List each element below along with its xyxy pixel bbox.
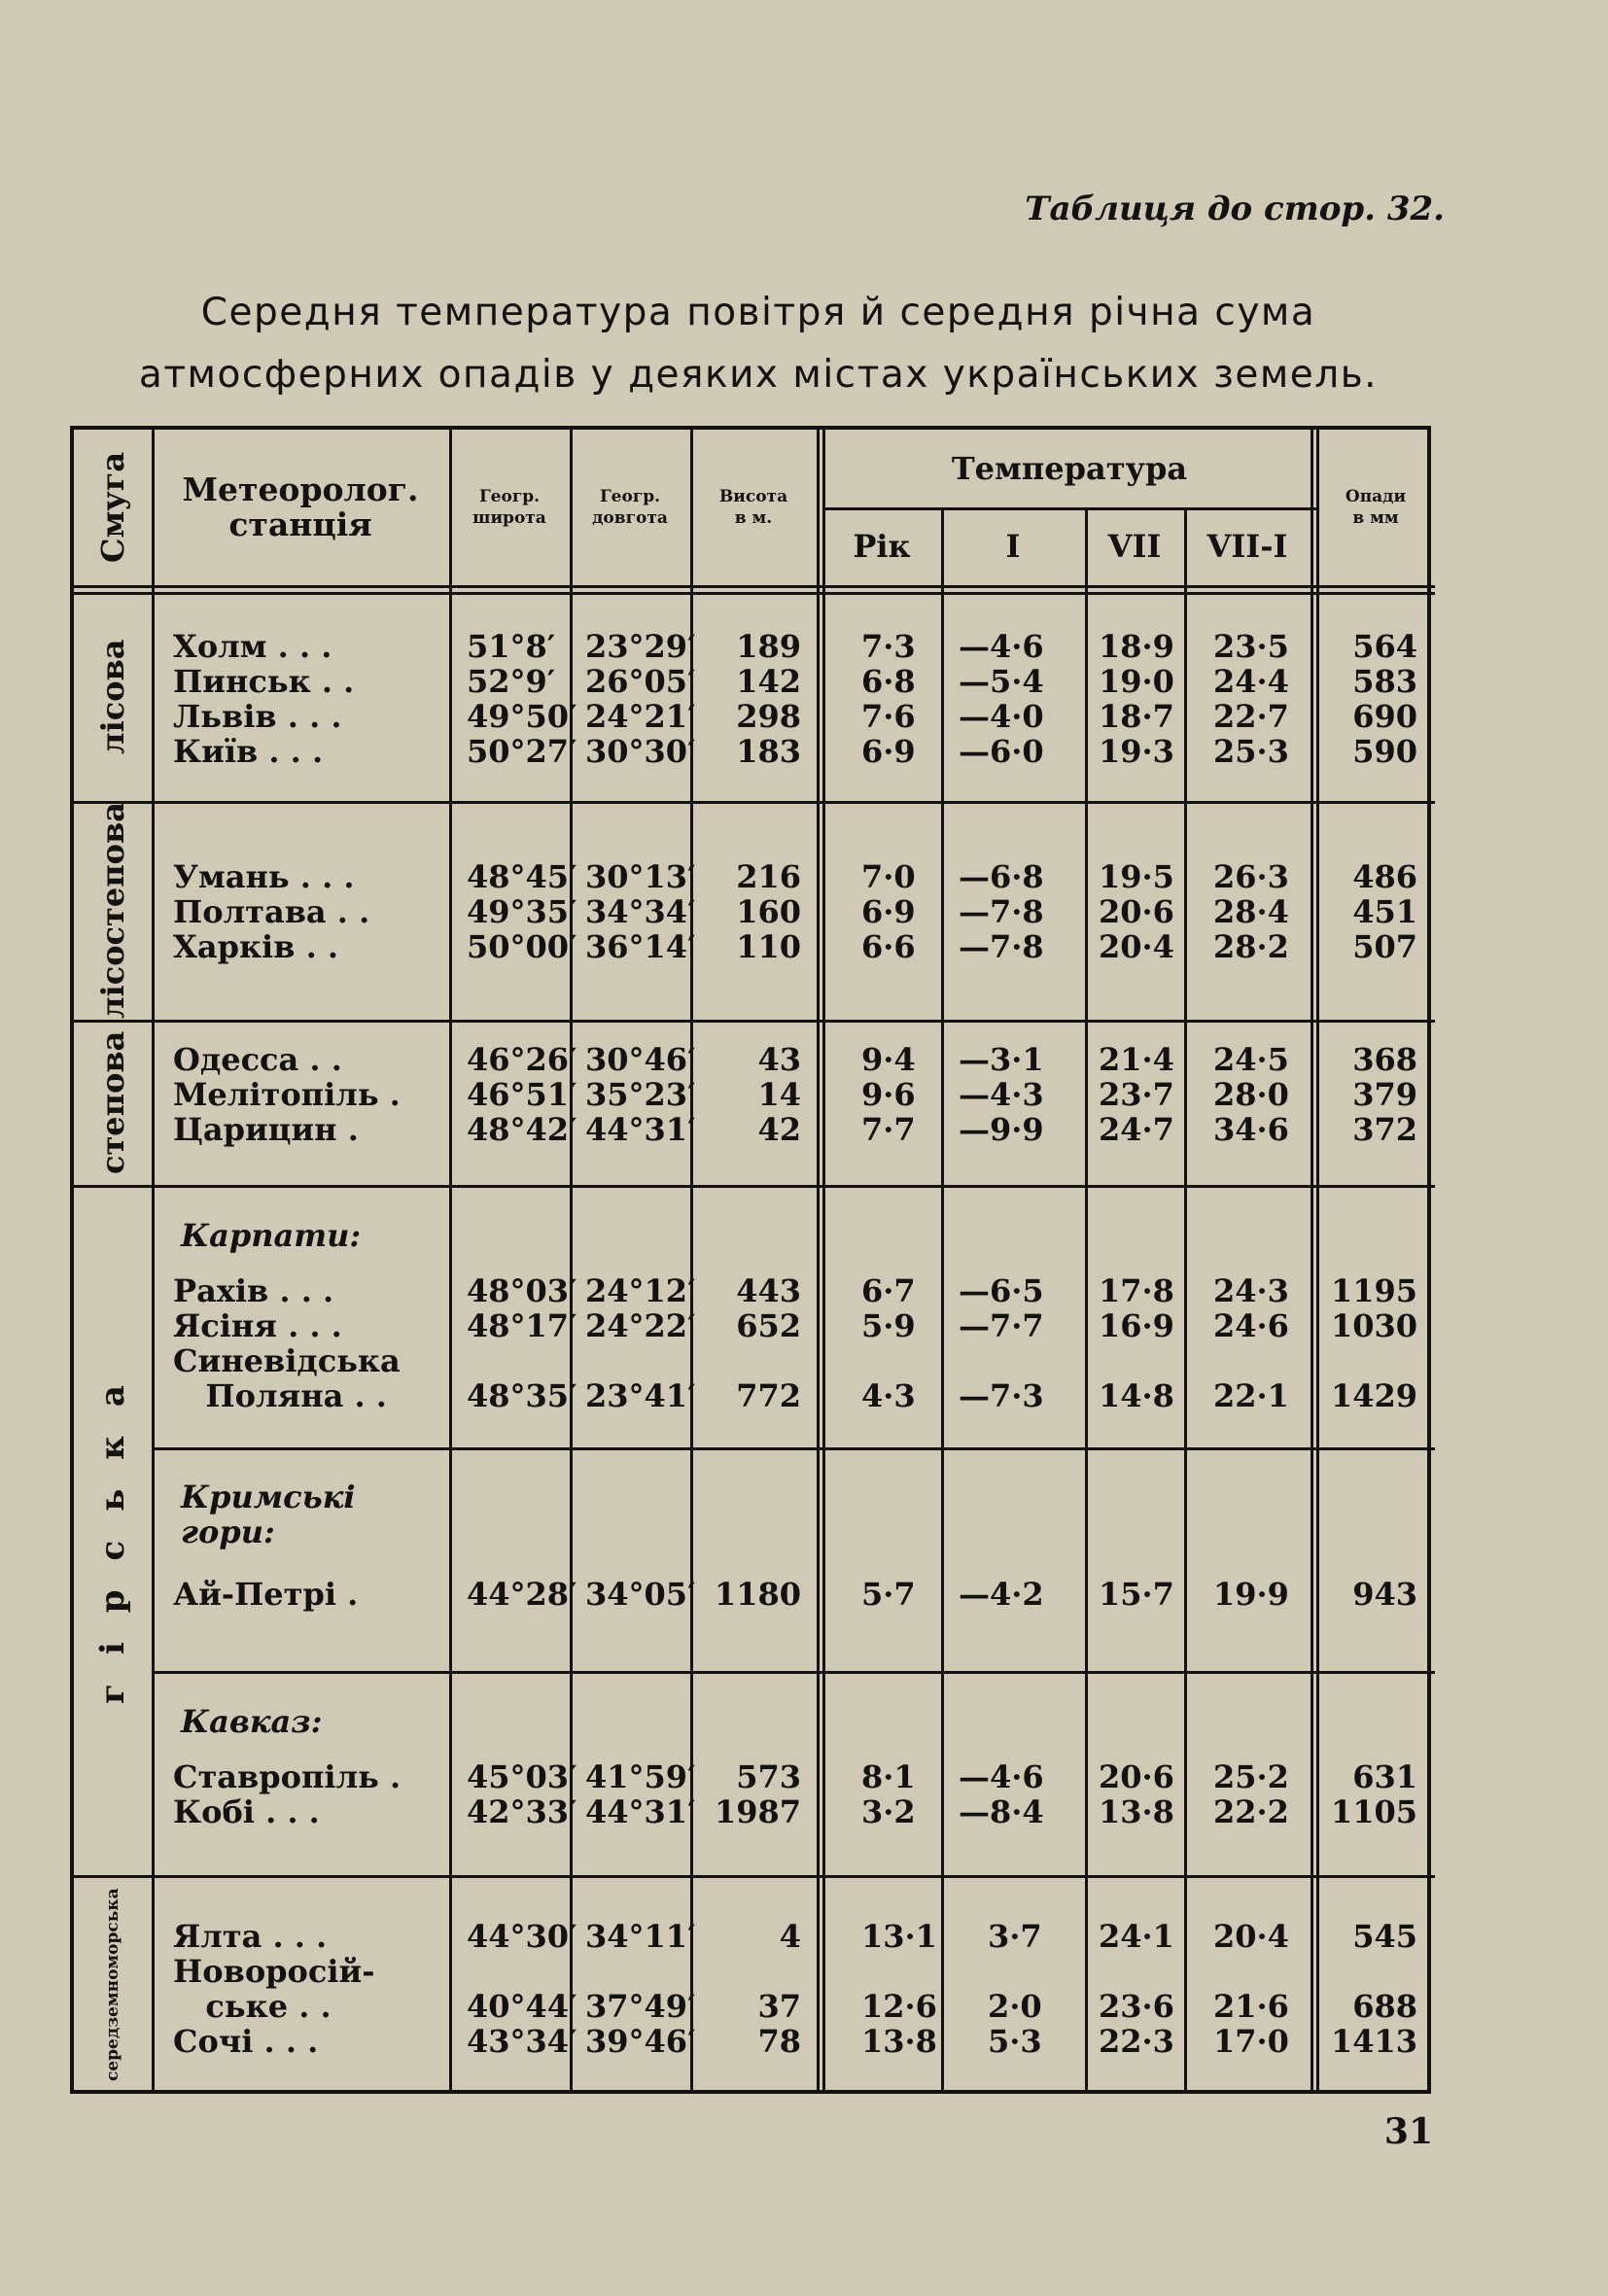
temp-january: —4·0 [959, 698, 1044, 735]
table-row [74, 629, 1435, 664]
section-rule [74, 1020, 1435, 1023]
temp-july: 18·9 [1099, 628, 1174, 665]
temp-year: 7·3 [861, 628, 916, 665]
zone-label: лісостепова [94, 802, 131, 1019]
latitude: 44°30′ [467, 1918, 577, 1955]
station-name: Ялта . . . [173, 1918, 328, 1955]
temp-january: —4·2 [959, 1576, 1044, 1613]
station-name: Синевідська [173, 1342, 401, 1379]
station-name: Новоросій- [173, 1953, 375, 1990]
temp-july: 14·8 [1099, 1377, 1174, 1414]
longitude: 34°34′ [585, 893, 696, 930]
temp-july: 19·5 [1099, 858, 1174, 895]
station-name: Полтава . . [173, 893, 370, 930]
temp-year: 7·0 [861, 858, 916, 895]
temp-january: —9·9 [959, 1111, 1044, 1148]
altitude: 4 [779, 1918, 801, 1955]
precipitation: 1429 [1330, 1377, 1417, 1414]
temp-july: 15·7 [1099, 1576, 1174, 1613]
temp-year: 6·7 [861, 1272, 916, 1309]
longitude: 39°46′ [585, 2023, 696, 2060]
temp-range: 21·6 [1213, 1988, 1289, 2025]
latitude: 48°17′ [467, 1307, 577, 1344]
altitude: 216 [736, 858, 801, 895]
temp-range: 22·7 [1213, 698, 1289, 735]
precipitation: 486 [1352, 858, 1417, 895]
temp-range: 25·2 [1213, 1758, 1289, 1795]
temp-july: 23·6 [1099, 1988, 1174, 2025]
temp-range: 34·6 [1213, 1111, 1289, 1148]
longitude: 41°59′ [585, 1758, 696, 1795]
station-name: Мелітопіль . [173, 1076, 401, 1113]
precipitation: 545 [1352, 1918, 1417, 1955]
table-row [74, 1919, 1435, 1954]
table-row [74, 1989, 1435, 2024]
table-caption: Таблиця до стор. 32. [1025, 190, 1445, 228]
temp-july: 19·0 [1099, 663, 1174, 700]
altitude: 142 [736, 663, 801, 700]
table-row [74, 1308, 1435, 1343]
station-name: Львів . . . [173, 698, 342, 735]
station-name: Царицин . [173, 1111, 359, 1148]
longitude: 35°23′ [585, 1076, 696, 1113]
precipitation: 1105 [1330, 1793, 1417, 1830]
station-name: Умань . . . [173, 858, 355, 895]
latitude: 50°27′ [467, 733, 577, 770]
temp-year: 6·9 [861, 893, 916, 930]
temp-range: 28·0 [1213, 1076, 1289, 1113]
temp-range: 17·0 [1213, 2023, 1289, 2060]
station-name: Рахів . . . [173, 1272, 334, 1309]
precipitation: 590 [1352, 733, 1417, 770]
table-row [74, 1343, 1435, 1378]
latitude: 51°8′ [467, 628, 556, 665]
temp-january: —7·8 [959, 893, 1044, 930]
table-row [74, 1954, 1435, 1989]
latitude: 48°45′ [467, 858, 577, 895]
precipitation: 1195 [1330, 1272, 1417, 1309]
longitude: 23°41′ [585, 1377, 696, 1414]
temp-year: 6·9 [861, 733, 916, 770]
table-row [74, 1759, 1435, 1794]
station-name: Київ . . . [173, 733, 324, 770]
zone-label: лісова [94, 639, 131, 754]
temp-january: 2·0 [988, 1988, 1042, 2025]
precipitation: 368 [1352, 1041, 1417, 1078]
table-row [74, 2024, 1435, 2059]
latitude: 46°26′ [467, 1041, 577, 1078]
temp-july: 20·6 [1099, 1758, 1174, 1795]
latitude: 44°28′ [467, 1576, 577, 1613]
station-name: Ай-Петрі . [173, 1576, 359, 1613]
table-row [74, 859, 1435, 894]
temp-january: —6·5 [959, 1272, 1044, 1309]
temp-range: 24·3 [1213, 1272, 1289, 1309]
header-january: I [1005, 528, 1021, 565]
latitude: 43°34′ [467, 2023, 577, 2060]
temp-july: 17·8 [1099, 1272, 1174, 1309]
altitude: 189 [736, 628, 801, 665]
altitude: 78 [757, 2023, 801, 2060]
precipitation: 1413 [1330, 2023, 1417, 2060]
temp-july: 22·3 [1099, 2023, 1174, 2060]
longitude: 24°12′ [585, 1272, 696, 1309]
temp-july: 21·4 [1099, 1041, 1174, 1078]
table-row [74, 1273, 1435, 1308]
longitude: 24°22′ [585, 1307, 696, 1344]
temp-january: —6·0 [959, 733, 1044, 770]
header-station: Метеоролог. станція [182, 470, 419, 543]
temp-january: —7·8 [959, 928, 1044, 965]
temp-january: —4·3 [959, 1076, 1044, 1113]
temp-january: —7·7 [959, 1307, 1044, 1344]
temp-year: 6·6 [861, 928, 916, 965]
station-name: Ясіня . . . [173, 1307, 342, 1344]
latitude: 52°9′ [467, 663, 556, 700]
temp-year: 9·6 [861, 1076, 916, 1113]
station-name: Одесса . . [173, 1041, 342, 1078]
altitude: 14 [757, 1076, 801, 1113]
altitude: 573 [736, 1758, 801, 1795]
temp-january: —8·4 [959, 1793, 1044, 1830]
temp-year: 7·7 [861, 1111, 916, 1148]
temp-year: 5·9 [861, 1307, 916, 1344]
group-rule [152, 1447, 1435, 1450]
latitude: 46°51′ [467, 1076, 577, 1113]
longitude: 23°29′ [585, 628, 696, 665]
station-name: Поляна . . [173, 1377, 387, 1414]
altitude: 43 [757, 1041, 801, 1078]
station-name: Ставропіль . [173, 1758, 402, 1795]
temp-july: 20·4 [1099, 928, 1174, 965]
temp-january: —4·6 [959, 628, 1044, 665]
longitude: 30°13′ [585, 858, 696, 895]
zone-label: середземноморська [103, 1888, 122, 2081]
temp-january: 3·7 [988, 1918, 1042, 1955]
header-precipitation: Опади в мм [1345, 487, 1407, 528]
header-july: VII [1107, 528, 1162, 565]
temp-range: 24·5 [1213, 1041, 1289, 1078]
temp-january: —3·1 [959, 1041, 1044, 1078]
table-row [74, 1077, 1435, 1112]
header-rule [74, 592, 1435, 595]
temp-july: 20·6 [1099, 893, 1174, 930]
station-name: Кобі . . . [173, 1793, 320, 1830]
altitude: 160 [736, 893, 801, 930]
temp-year: 5·7 [861, 1576, 916, 1613]
zone-label: степова [94, 1030, 131, 1174]
climate-table [70, 426, 1431, 2094]
temp-july: 16·9 [1099, 1307, 1174, 1344]
page-number: 31 [1383, 2111, 1433, 2152]
precipitation: 507 [1352, 928, 1417, 965]
table-row [74, 929, 1435, 964]
table-row [74, 1577, 1435, 1612]
temp-january: 5·3 [988, 2023, 1042, 2060]
temp-january: —4·6 [959, 1758, 1044, 1795]
section-rule [74, 1875, 1435, 1878]
precipitation: 688 [1352, 1988, 1417, 2025]
temp-july: 24·7 [1099, 1111, 1174, 1148]
longitude: 36°14′ [585, 928, 696, 965]
precipitation: 451 [1352, 893, 1417, 930]
longitude: 44°31′ [585, 1111, 696, 1148]
temp-july: 13·8 [1099, 1793, 1174, 1830]
precipitation: 690 [1352, 698, 1417, 735]
longitude: 26°05′ [585, 663, 696, 700]
station-name: ське . . [173, 1988, 332, 2025]
group-title: Кримські гори: [181, 1478, 356, 1550]
temp-range: 26·3 [1213, 858, 1289, 895]
table-row [74, 1794, 1435, 1829]
station-name: Пинськ . . [173, 663, 355, 700]
page-title: Середня температура повітря й середня річна сума атмосферних опадів у деяких містах українських земель. [138, 291, 1379, 397]
header-rule [74, 585, 1435, 588]
header-zone: Смуга [94, 451, 131, 564]
altitude: 1180 [714, 1576, 801, 1613]
temp-range: 28·4 [1213, 893, 1289, 930]
temp-year: 7·6 [861, 698, 916, 735]
group-rule [152, 1671, 1435, 1674]
latitude: 40°44′ [467, 1988, 577, 2025]
latitude: 48°03′ [467, 1272, 577, 1309]
header-temperature: Температура [951, 450, 1188, 487]
temp-range: 20·4 [1213, 1918, 1289, 1955]
header-longitude: Геогр. довгота [592, 487, 668, 528]
altitude: 772 [736, 1377, 801, 1414]
latitude: 42°33′ [467, 1793, 577, 1830]
temp-year: 13·8 [861, 2023, 937, 2060]
longitude: 30°46′ [585, 1041, 696, 1078]
zone-label: гірська [93, 1356, 132, 1704]
table-row [74, 664, 1435, 699]
group-title: Карпати: [181, 1217, 362, 1254]
station-name: Холм . . . [173, 628, 332, 665]
station-name: Сочі . . . [173, 2023, 319, 2060]
altitude: 42 [757, 1111, 801, 1148]
table-row [74, 894, 1435, 929]
precipitation: 379 [1352, 1076, 1417, 1113]
temp-july: 19·3 [1099, 733, 1174, 770]
longitude: 37°49′ [585, 1988, 696, 2025]
latitude: 49°35′ [467, 893, 577, 930]
temp-range: 24·6 [1213, 1307, 1289, 1344]
temp-range: 25·3 [1213, 733, 1289, 770]
section-rule [74, 801, 1435, 804]
temp-january: —5·4 [959, 663, 1044, 700]
station-name: Харків . . [173, 928, 338, 965]
temp-year: 8·1 [861, 1758, 916, 1795]
altitude: 37 [757, 1988, 801, 2025]
temp-year: 3·2 [861, 1793, 916, 1830]
altitude: 298 [736, 698, 801, 735]
longitude: 44°31′ [585, 1793, 696, 1830]
altitude: 1987 [714, 1793, 801, 1830]
temp-year: 4·3 [861, 1377, 916, 1414]
header-altitude: Висота в м. [718, 487, 788, 528]
precipitation: 583 [1352, 663, 1417, 700]
longitude: 30°30′ [585, 733, 696, 770]
temp-range: 23·5 [1213, 628, 1289, 665]
latitude: 49°50′ [467, 698, 577, 735]
altitude: 183 [736, 733, 801, 770]
temp-range: 22·2 [1213, 1793, 1289, 1830]
precipitation: 1030 [1330, 1307, 1417, 1344]
temp-year: 9·4 [861, 1041, 916, 1078]
altitude: 652 [736, 1307, 801, 1344]
temp-range: 24·4 [1213, 663, 1289, 700]
temp-range: 22·1 [1213, 1377, 1289, 1414]
table-row [74, 1112, 1435, 1147]
temp-july: 23·7 [1099, 1076, 1174, 1113]
latitude: 50°00′ [467, 928, 577, 965]
group-title: Кавказ: [181, 1703, 323, 1740]
header-latitude: Геогр. широта [472, 487, 546, 528]
temp-july: 18·7 [1099, 698, 1174, 735]
temp-january: —6·8 [959, 858, 1044, 895]
precipitation: 564 [1352, 628, 1417, 665]
temp-july: 24·1 [1099, 1918, 1174, 1955]
section-rule [74, 1185, 1435, 1188]
precipitation: 372 [1352, 1111, 1417, 1148]
temp-january: —7·3 [959, 1377, 1044, 1414]
longitude: 34°11′ [585, 1918, 696, 1955]
temp-year: 12·6 [861, 1988, 937, 2025]
table-row [74, 699, 1435, 734]
table-row [74, 1042, 1435, 1077]
longitude: 34°05′ [585, 1576, 696, 1613]
altitude: 110 [736, 928, 801, 965]
precipitation: 631 [1352, 1758, 1417, 1795]
header-july-minus-january: VII-I [1206, 528, 1288, 565]
temp-year: 13·1 [861, 1918, 937, 1955]
precipitation: 943 [1352, 1576, 1417, 1613]
temp-range: 19·9 [1213, 1576, 1289, 1613]
longitude: 24°21′ [585, 698, 696, 735]
table-row [74, 1378, 1435, 1413]
temp-range: 28·2 [1213, 928, 1289, 965]
latitude: 48°42′ [467, 1111, 577, 1148]
temp-year: 6·8 [861, 663, 916, 700]
altitude: 443 [736, 1272, 801, 1309]
latitude: 48°35′ [467, 1377, 577, 1414]
latitude: 45°03′ [467, 1758, 577, 1795]
table-row [74, 734, 1435, 769]
header-year: Рік [853, 528, 911, 565]
